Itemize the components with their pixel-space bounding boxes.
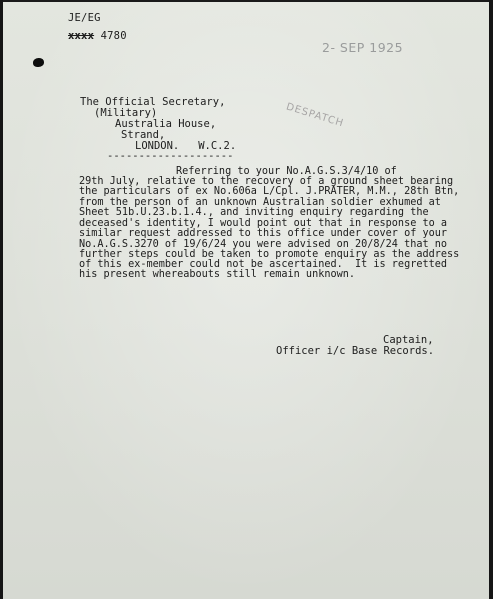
- scan-edge-right: [489, 0, 493, 599]
- body-line: deceased's identity, I would point out that in response to a: [79, 218, 448, 229]
- body-line: of this ex-member could not be ascertained. It is regretted: [79, 259, 448, 270]
- scan-edge-left: [0, 0, 3, 599]
- date-received-stamp: 2- SEP 1925: [322, 40, 404, 55]
- body-line: similar request addressed to this office under cover of your: [79, 228, 448, 239]
- body-line: further steps could be taken to promote enquiry as the address: [79, 249, 460, 260]
- body-line: Referring to your No.A.G.S.3/4/10 of: [176, 166, 397, 177]
- body-line: his present whereabouts still remain unknown.: [79, 269, 356, 280]
- recipient-line-5: LONDON. W.C.2.: [135, 140, 237, 152]
- recipient-line-3: Australia House,: [115, 118, 217, 130]
- reference-number-prefix: xxxx: [68, 30, 95, 42]
- signature-rank: Captain,: [383, 334, 434, 346]
- reference-initials: JE/EG: [68, 12, 101, 24]
- body-line: from the person of an unknown Australian soldier exhumed at: [79, 197, 441, 208]
- body-line: Sheet 51b.U.23.b.1.4., and inviting enquiry regarding the: [79, 207, 429, 218]
- recipient-line-2: (Military): [94, 107, 158, 119]
- reference-number: 4780: [100, 30, 127, 42]
- reference-number-line: [68, 30, 127, 42]
- body-line: 29th July, relative to the recovery of a ground sheet bearing: [79, 176, 454, 187]
- recipient-line-4: Strand,: [121, 129, 166, 141]
- body-line: the particulars of ex No.606a L/Cpl. J.PRATER, M.M., 28th Btn,: [79, 186, 460, 197]
- recipient-line-1: The Official Secretary,: [80, 96, 226, 108]
- signature-office: Officer i/c Base Records.: [276, 345, 435, 357]
- despatch-stamp: DESPATCH: [284, 101, 346, 130]
- recipient-rule: --------------------: [107, 150, 234, 162]
- body-line: No.A.G.S.3270 of 19/6/24 you were advised on 20/8/24 that no: [79, 239, 448, 250]
- scan-edge-top: [0, 0, 493, 2]
- punch-hole: [33, 58, 44, 67]
